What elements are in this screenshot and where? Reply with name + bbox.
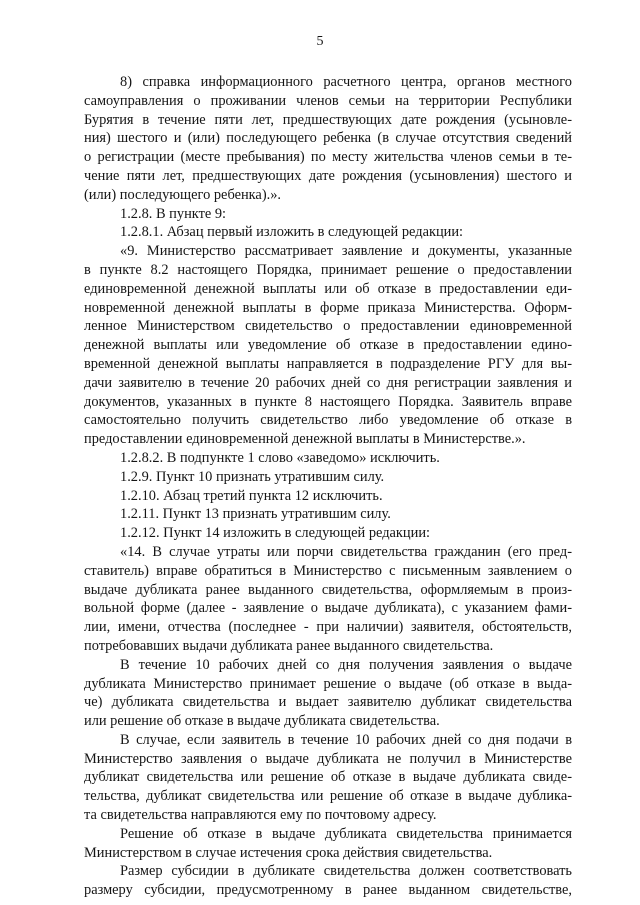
text-line: Бурятия в течение пяти лет, предшествующих дате рождения (усыновле- (84, 111, 572, 128)
text-line: вольной форме (далее - заявление о выдаче дубликата), с указанием фами- (84, 600, 572, 617)
text-line: 8) справка информационного расчетного центра, органов местного (120, 74, 572, 90)
text-line: В случае, если заявитель в течение 10 рабочих дней со дня подачи в (120, 731, 572, 748)
text-line: 1.2.8.2. В подпункте 1 слово «заведомо» исключить. (120, 449, 440, 466)
text-line: Министерство заявления о выдаче дубликата не получил в Министерстве (84, 750, 572, 767)
text-line: 1.2.9. Пункт 10 признать утратившим силу. (120, 468, 385, 485)
text-line: 1.2.8.1. Абзац первый изложить в следующей редакции: (120, 224, 464, 241)
text-line: дачи заявителю в течение 20 рабочих дней со дня регистрации заявления и (84, 374, 572, 391)
text-line: Решение об отказе в выдаче дубликата свидетельства принимается (120, 825, 572, 842)
text-line: временной денежной выплаты направляется в подразделение РГУ для вы- (84, 355, 572, 372)
text-line: предоставлении единовременной денежной выплаты в Министерстве.». (84, 431, 526, 448)
text-line: документов, указанных в пункте 8 настоящего Порядка. Заявитель вправе (84, 393, 572, 410)
text-line: 1.2.8. В пункте 9: (120, 205, 227, 222)
text-line: единовременной денежной выплаты или об отказе в предоставлении еди- (84, 280, 572, 297)
text-line: че) дубликата свидетельства и выдает заявителю дубликат свидетельства (84, 694, 572, 711)
text-line: потребовавших выдачи дубликата ранее выданного свидетельства. (84, 637, 494, 654)
text-line: дубликат свидетельства или решение об отказе в выдаче дубликата свиде- (84, 769, 572, 786)
page-number: 5 (316, 34, 324, 49)
text-line: 1.2.11. Пункт 13 признать утратившим силу. (120, 506, 391, 523)
text-line: ния) шестого и (или) последующего ребенка (в случае отсутствия сведений (84, 130, 572, 147)
text-line: или решение об отказе в выдаче дубликата свидетельства. (84, 713, 440, 730)
text-line: размеру субсидии, предусмотренному в ранее выданном свидетельстве, (84, 882, 572, 899)
text-line: Размер субсидии в дубликате свидетельства должен соответствовать (120, 863, 572, 880)
text-line: 1.2.10. Абзац третий пункта 12 исключить. (120, 487, 383, 504)
text-line: в пункте 8.2 настоящего Порядка, принимает решение о предоставлении (84, 261, 572, 278)
text-line: денежной выплаты или уведомление об отказе в предоставлении едино- (84, 337, 572, 354)
text-line: новременной денежной выплаты в форме приказа Министерства. Оформ- (84, 299, 572, 316)
text-line: самостоятельно получить свидетельство либо уведомление об отказе в (84, 412, 572, 429)
text-line: В течение 10 рабочих дней со дня получения заявления о выдаче (120, 656, 572, 673)
text-line: (или) последующего ребенка).». (84, 186, 282, 203)
text-line: 1.2.12. Пункт 14 изложить в следующей редакции: (120, 525, 431, 542)
text-line: «14. В случае утраты или порчи свидетельства гражданин (его пред- (120, 543, 572, 560)
text-line: ставитель) вправе обратиться в Министерство с письменным заявлением о (84, 562, 572, 579)
text-line: дубликата Министерство принимает решение о выдаче (об отказе в выда- (84, 675, 572, 692)
text-line: та свидетельства направляются ему по почтовому адресу. (84, 807, 437, 824)
text-line: ленное Министерством свидетельство о предоставлении единовременной (84, 318, 572, 335)
text-line: выдаче дубликата ранее выданного свидетельства, оформляемым в произ- (84, 581, 572, 598)
document-body (84, 73, 572, 900)
text-line: чение пяти лет, предшествующих дате рождения (усыновления) шестого и (84, 167, 572, 184)
text-line: лии, имени, отчества (последнее - при наличии) заявителя, обстоятельств, (84, 619, 572, 636)
text-line: тельства, дубликат свидетельства или решение об отказе в выдаче дублика- (84, 788, 572, 805)
text-line: самоуправления о проживании членов семьи на территории Республики (84, 92, 572, 109)
text-line: о регистрации (месте пребывания) по месту жительства членов семьи в те- (84, 149, 572, 166)
text-line: Министерством в случае истечения срока действия свидетельства. (84, 844, 493, 861)
text-line: «9. Министерство рассматривает заявление и документы, указанные (120, 243, 572, 260)
